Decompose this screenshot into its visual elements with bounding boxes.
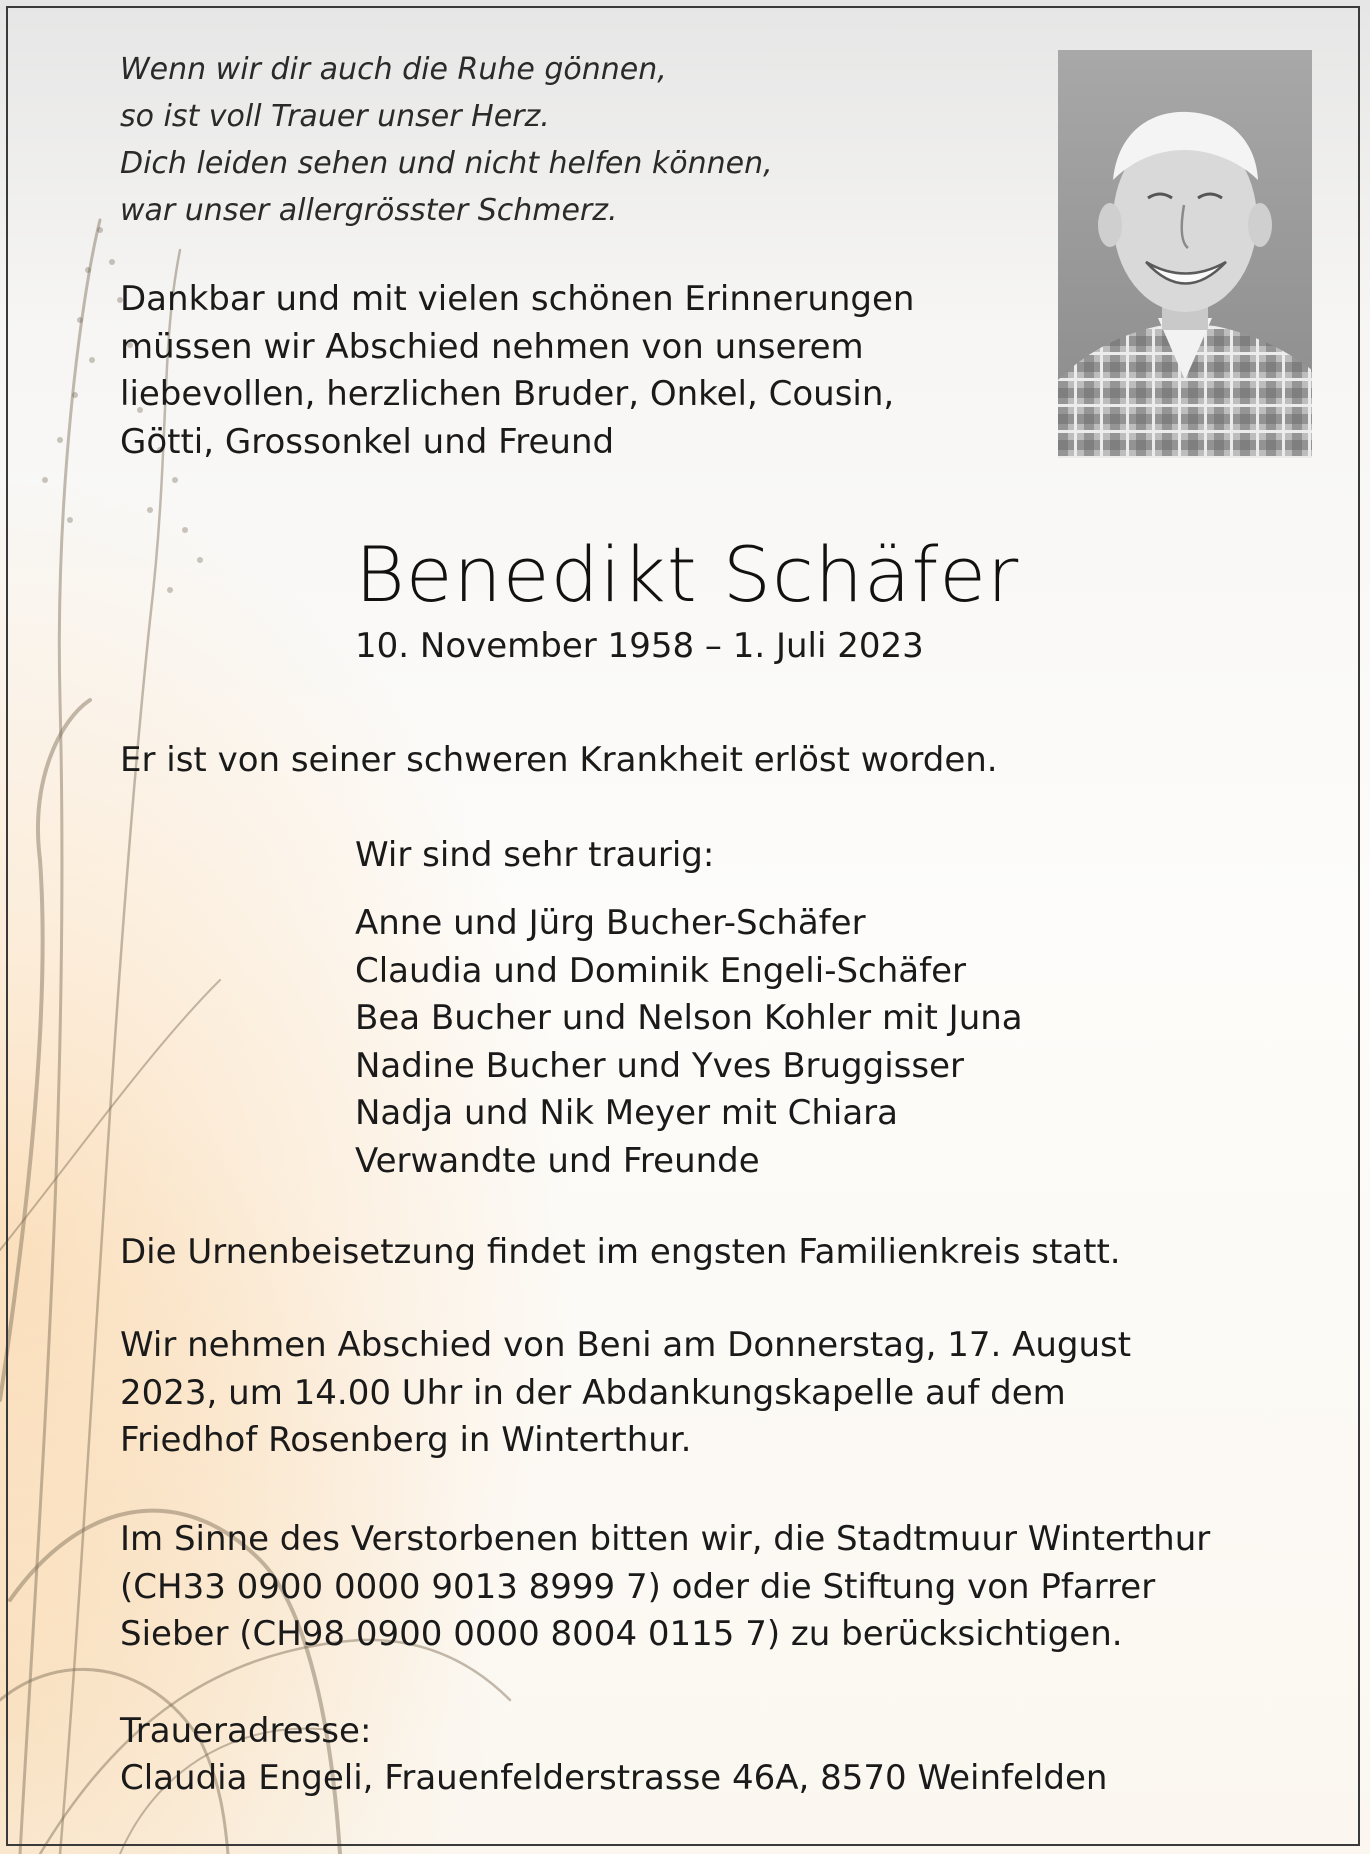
mourning-address: Claudia Engeli, Frauenfelderstrasse 46A, 8570 Weinfelden [120,1758,1108,1798]
list-item: Claudia und Dominik Engeli-Schäfer [355,950,966,991]
intro-line: Götti, Grossonkel und Freund [120,421,615,462]
urn-burial-note: Die Urnenbeisetzung findet im engsten Familienkreis statt. [120,1232,1121,1272]
intro-line: Dankbar und mit vielen schönen Erinnerungen [120,279,915,319]
list-item: Anne und Jürg Bucher-Schäfer [355,903,866,943]
list-item: Nadine Bucher und Yves Bruggisser [355,1045,964,1086]
list-item: Verwandte und Freunde [355,1140,760,1181]
farewell-line: Wir nehmen Abschied von Beni am Donnerstag, 17. August [120,1325,1132,1365]
life-dates: 10. November 1958 – 1. Juli 2023 [355,626,924,666]
donation-request [120,1516,1210,1659]
poem-line: Wenn wir dir auch die Ruhe gönnen, [120,52,667,87]
portrait-photo-image [1058,50,1312,458]
list-item: Bea Bucher und Nelson Kohler mit Juna [355,998,1023,1038]
mourners-intro: Wir sind sehr traurig: [355,835,715,875]
mourners-list [355,900,1023,1185]
poem [120,46,773,234]
address-label: Traueradresse: [120,1711,372,1751]
relief-statement: Er ist von seiner schweren Krankheit erlöst worden. [120,740,998,780]
poem-line: war unser allergrösster Schmerz. [120,193,618,228]
donation-line: (CH33 0900 0000 9013 8999 7) oder die Stiftung von Pfarrer [120,1566,1156,1607]
poem-line: Dich leiden sehen und nicht helfen können, [120,146,773,181]
list-item: Nadja und Nik Meyer mit Chiara [355,1093,898,1133]
farewell-ceremony [120,1322,1131,1465]
deceased-name: Benedikt Schäfer [355,530,1020,619]
donation-line: Sieber (CH98 0900 0000 8004 0115 7) zu berücksichtigen. [120,1614,1123,1654]
intro-line: müssen wir Abschied nehmen von unserem [120,326,864,367]
portrait-photo [1058,50,1312,458]
farewell-line: Friedhof Rosenberg in Winterthur. [120,1420,692,1460]
farewell-line: 2023, um 14.00 Uhr in der Abdankungskapelle auf dem [120,1372,1066,1413]
intro-text [120,276,914,466]
intro-line: liebevollen, herzlichen Bruder, Onkel, Cousin, [120,374,895,414]
donation-line: Im Sinne des Verstorbenen bitten wir, die Stadtmuur Winterthur [120,1519,1211,1559]
poem-line: so ist voll Trauer unser Herz. [120,99,550,134]
